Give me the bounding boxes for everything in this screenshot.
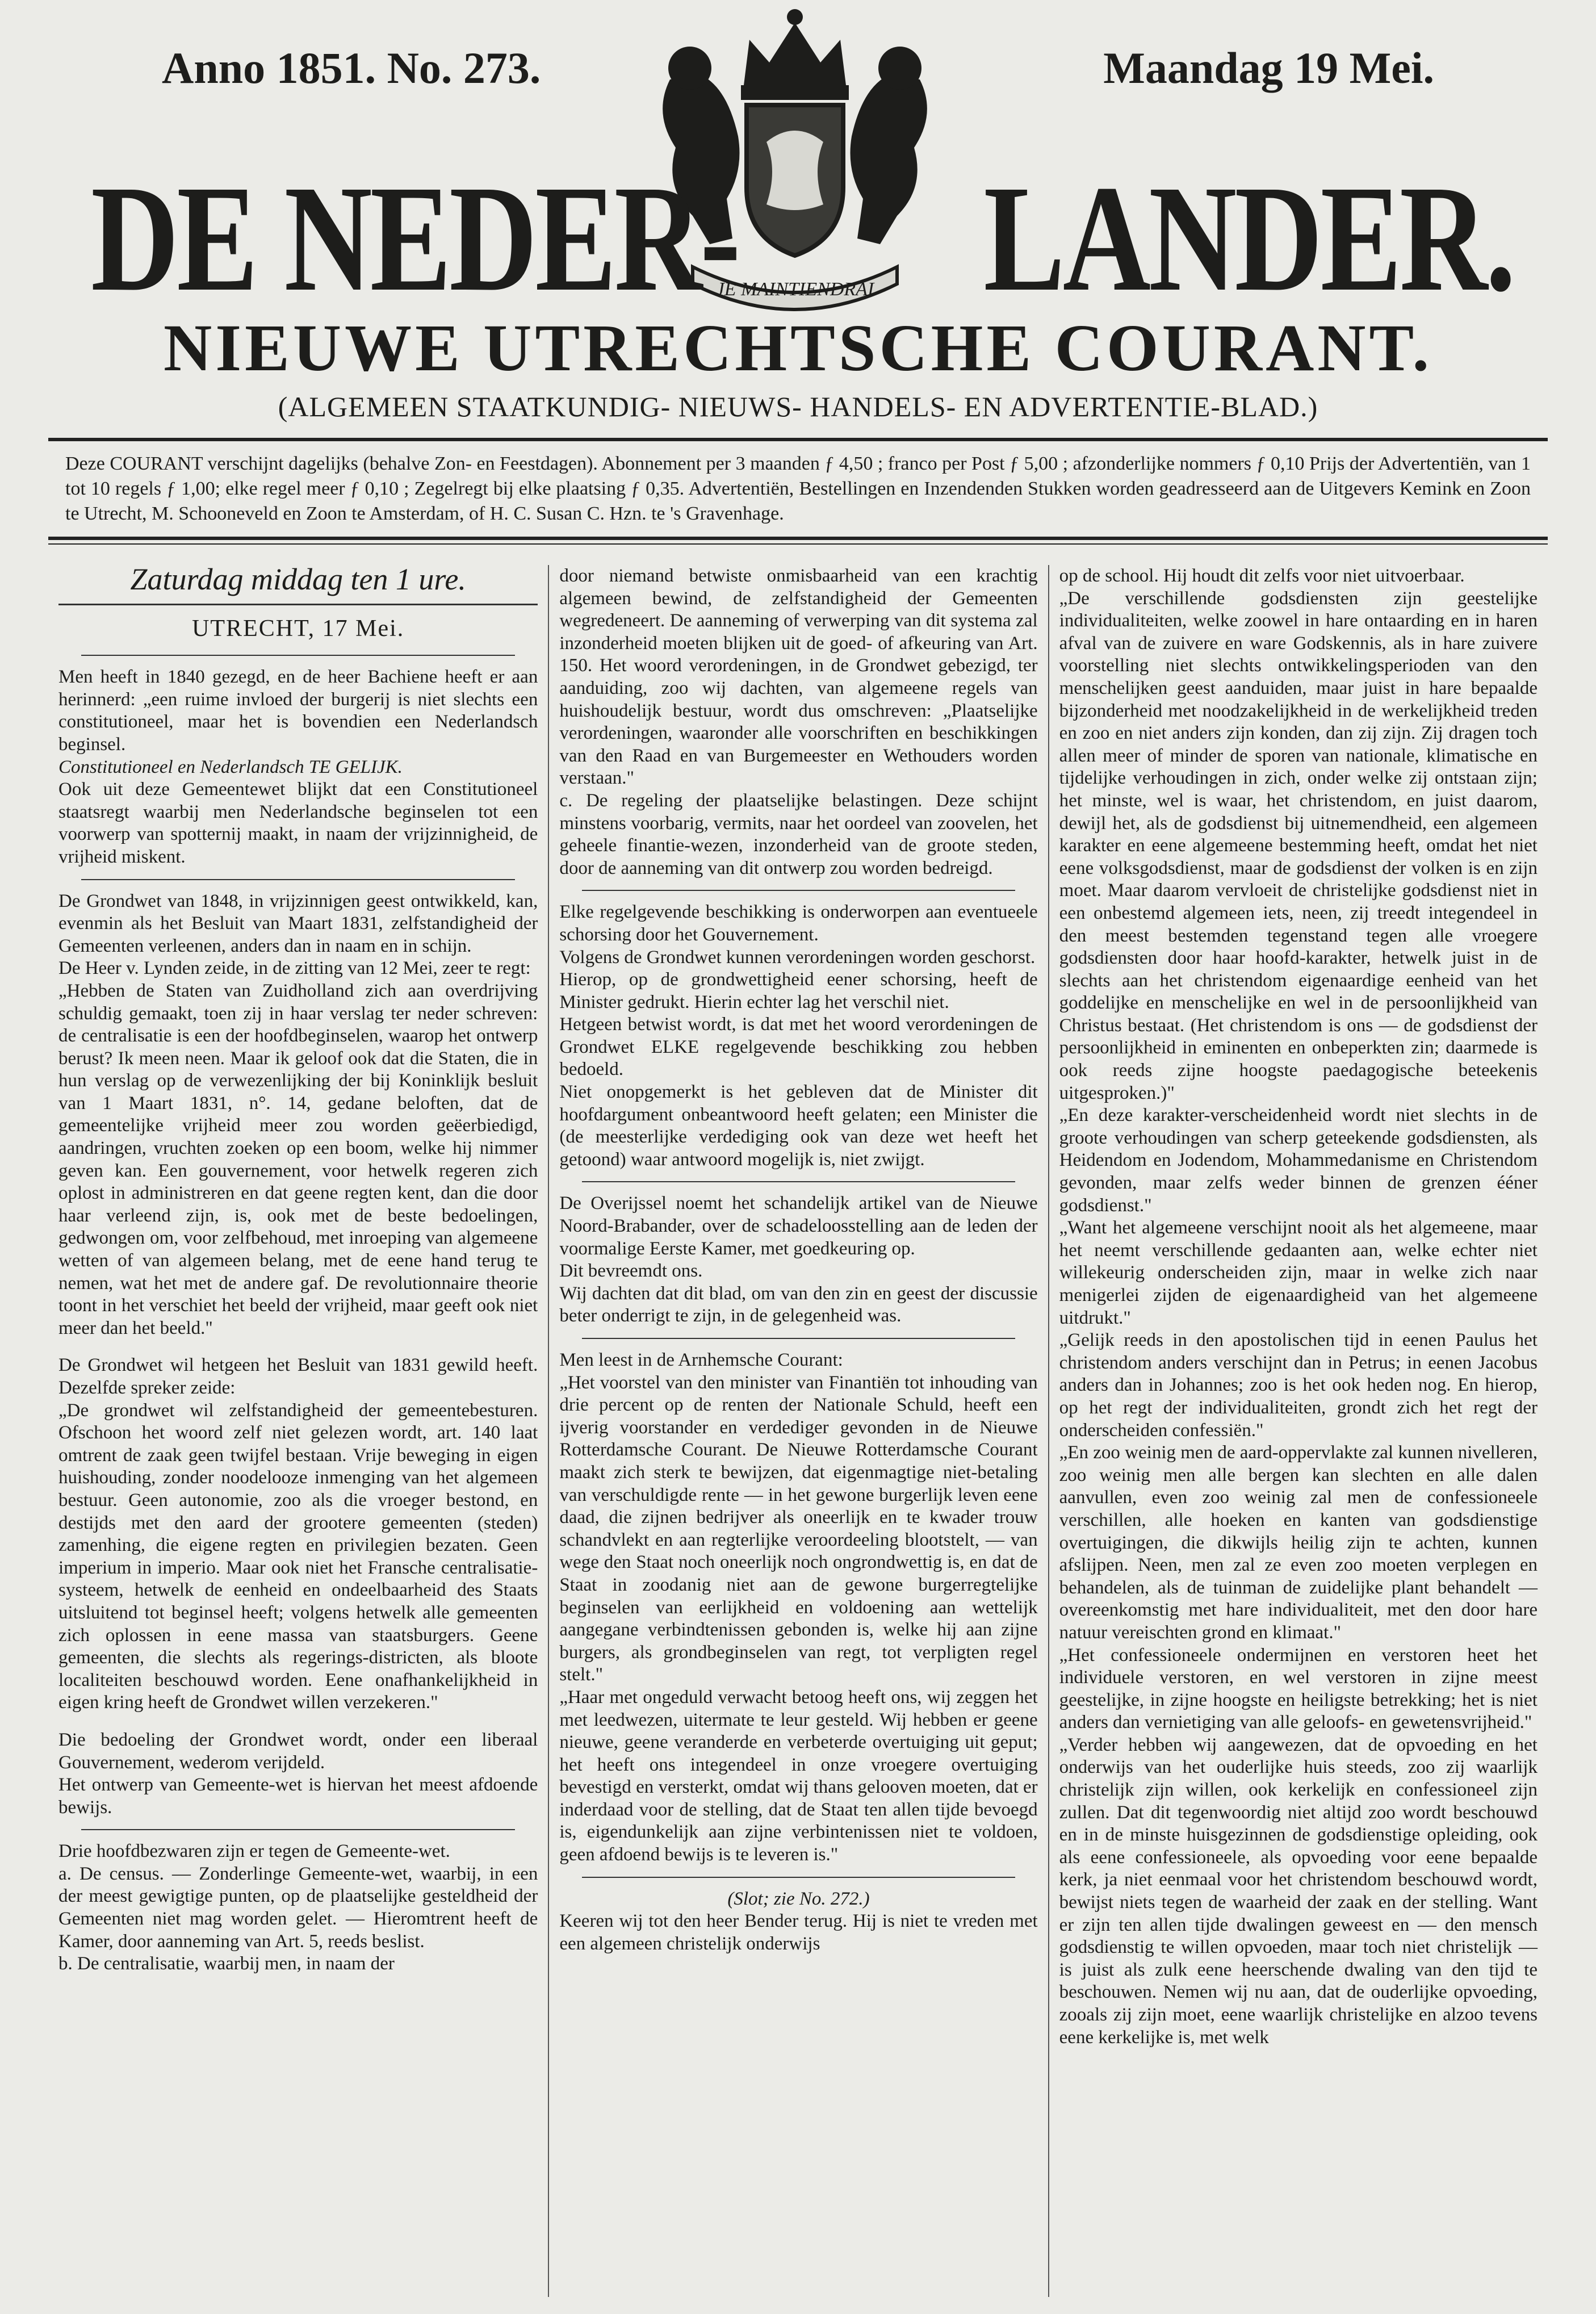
article-columns — [48, 565, 1548, 2297]
paragraph: c. De regeling der plaatselijke belastingen. Deze schijnt minstens voorbarig, vermits, naar het oordeel van zoovelen, het geheele finantie-wezen, inzonderheid van de groote steden, door de aanneming van dit ontwerp zou worden bedreigd. — [559, 790, 1038, 878]
paragraph: De Grondwet wil hetgeen het Besluit van 1831 gewild heeft. Dezelfde spreker zeide: — [58, 1355, 538, 1398]
edition-headline: Zaturdag middag ten 1 ure. — [130, 565, 466, 596]
divider — [58, 604, 538, 605]
divider — [582, 890, 1015, 891]
paragraph: De Heer v. Lynden zeide, in de zitting van 12 Mei, zeer te regt: — [58, 958, 531, 979]
issue-number: Anno 1851. No. 273. — [162, 43, 541, 93]
paragraph: b. De centralisatie, waarbij men, in naam der — [58, 1953, 395, 1974]
column-3 — [1048, 565, 1548, 2297]
paragraph: „De verschillende godsdiensten zijn geestelijke individualiteiten, welke zoowel in hare ontaarding en in haren afval van de zuivere en ware Godskennis, als in hare zuivere voorstelling niet slechts ontwikkelingsperioden van den menschelijken geest aanduiden, maar juist in hare bepaalde bijzonderheid met noodzakelijkheid in de werkelijkheid treden en zoo en niet anders zijn konden, dan zij zijn. Zij dragen toch allen meer of minder de sporen van nationale, klimatische en tijdelijke verhoudingen in zich, onder welke zij ontstaan zijn; het minste, wel is waar, het christendom, en juist daarom, dewijl het, als de godsdienst bij uitnemendheid, een algemeen karakter en eene algemeene bestemming heeft, omdat het niet eene volksgodsdienst, maar de godsdienst der volken is en zijn moet. Maar daarom vervloeit de christelijke godsdienst niet in een onbestemd algemeen iets, neen, zij treedt integendeel in den meest bestemden tegenstand tegen alle vroegere godsdiensten door haar hoofd-karakter, hetwelk juist in de slechts aan het christendom eigenaardige eenheid van het goddelijke en menschelijke en wel in de persoonlijkheid van Christus bestaat. (Het christendom is ons — de godsdienst der persoonlijkheid in eminenten en onbeperkten zin; daarmede is ook reeds zijne hoogste paedagogische beteekenis uitgesproken.)" — [1059, 588, 1538, 1103]
title-right: LANDER. — [983, 153, 1514, 323]
paragraph: Het ontwerp van Gemeente-wet is hiervan het meest afdoende bewijs. — [58, 1775, 538, 1818]
paragraph: door niemand betwiste onmisbaarheid van een krachtig algemeen bewind, de zelfstandigheid der Gemeenten wegredeneert. De aanneming of verwerping van dit systema zal inzonderheid moeten blijken uit de goed- of afkeuring van Art. 150. Het woord verordeningen, in de Grondwet gebezigd, ter aanduiding, zoo wij dachten, van algemeene regels van huishoudelijk bestuur, wordt dus omschreven: „Plaatselijke verordeningen, waaronder alle voorschriften en beschikkingen van den Raad en van Burgemeester en Wethouders worden verstaan." — [559, 566, 1038, 789]
paragraph: Men leest in de Arnhemsche Courant: — [559, 1350, 843, 1370]
divider — [582, 1338, 1015, 1339]
paragraph: „Het voorstel van den minister van Finantiën tot inhouding van drie percent op de renten der Nationale Schuld, heeft een ijverig voorstander en verdediger gevonden in de Nieuwe Rotterdamsche Courant. De Nieuwe Rotterdamsche Courant maakt zich sterk te bewijzen, dat eigenmagtige niet-betaling van verschuldigde rente — in het gewone burgerlijk leven eene daad, die zijnen bedrijver als oneerlijk en te kwader trouw schandvlekt en aan regterlijke veroordeeling blootstelt, — van wege den Staat noch oneerlijk noch ongrondwettig is, en dat de Staat in zoodanig niet aan de gewone burgerregtelijke beginselen van eerlijkheid en voldoening aan wettelijk aangegane verbindtenissen gebonden is, welke hij aan zijne burgers, als grondbeginselen van regt, tot verpligten regel stelt." — [559, 1372, 1038, 1685]
paragraph: Men heeft in 1840 gezegd, en de heer Bachiene heeft er aan herinnerd: „een ruime invloed der burgerij is niet slechts een constitutioneel, maar het is bovendien een Nederlandsch beginsel. — [58, 667, 538, 755]
paragraph: „Het confessioneele ondermijnen en verstoren heet het individuele verstoren, en wel verstoren in zijne meest geestelijke, in zijne hoogste en heiligste betrekking; het is niet anders dan vernietiging van alle geloofs- en gewetensvrijheid." — [1059, 1645, 1538, 1733]
subtitle-description: (ALGEMEEN STAATKUNDIG- NIEUWS- HANDELS- EN ADVERTENTIE-BLAD.) — [278, 391, 1318, 422]
paragraph: Elke regelgevende beschikking is onderworpen aan eventueele schorsing door het Gouvernement. — [559, 902, 1038, 945]
paragraph: „Haar met ongeduld verwacht betoog heeft ons, wij zeggen het met leedwezen, uitermate te leur gesteld. Wij hebben er geene nieuwe, geene veranderde en verbeterde overtuiging uit geput; het heeft ons integendeel in onze vroegere overtuiging bevestigd en versterkt, omdat wij thans gelooven moeten, dat er inderdaad voor de stelling, dat de Staat ten allen tijde bevoegd is, eigendunkelijk aan zijne verbintenissen niet te voldoen, geen afdoend bewijs is te leveren is." — [559, 1687, 1038, 1865]
divider — [582, 1877, 1015, 1878]
divider — [582, 1181, 1015, 1182]
paragraph: De Grondwet van 1848, in vrijzinnigen geest ontwikkeld, kan, evenmin als het Besluit van Maart 1831, zelfstandigheid der Gemeenten verleenen, anders dan in naam en in schijn. — [58, 890, 538, 956]
continuation-note: (Slot; zie No. 272.) — [727, 1888, 870, 1909]
divider — [81, 879, 515, 880]
paragraph: a. De census. — Zonderlinge Gemeente-wet, waarbij, in een der meest gewigtige punten, op de plaatselijke gesteldheid der Gemeenten niet mag worden gelet. — Hieromtrent heeft de Kamer, door aanneming van Art. 5, reeds beslist. — [58, 1863, 538, 1952]
dateline: UTRECHT, 17 Mei. — [192, 615, 405, 642]
paragraph: „Verder hebben wij aangewezen, dat de opvoeding en het onderwijs van het ouderlijke huis steeds, zoo zij waarlijk christelijk zijn willen, ook kerkelijk en confessioneel zijn zullen. Dat dit tegenwoordig niet altijd zoo wordt beschouwd en in de minste huisgezinnen de godsdienstige opleiding, ook als eene confessioneele, als opvoeding voor eene bepaalde kerk, ja niet eenmaal voor het christendom beschouwd wordt, bewijst niets tegen de waarheid der zaak en der stelling. Want er zijn ten allen tijde dwalingen geweest en — den mensch godsdienstig te willen opvoeden, maar toch niet christelijk — is juist als zulk eene heerschende dwaling van den tijd te beschouwen. Nemen wij nu aan, dat de ouderlijke opvoeding, zooals zij zijn moet, eene waarlijk christelijke en alzoo tevens eene kerkelijke is, met welk — [1059, 1734, 1538, 2048]
paragraph: Constitutioneel en Nederlandsch TE GELIJK. — [58, 756, 403, 777]
paragraph: Niet onopgemerkt is het gebleven dat de Minister dit hoofdargument onbeantwoord heeft gelaten; een Minister die (de meesterlijke verdediging ook van deze wet heeft het getoond) waar antwoord mogelijk is, niet zwijgt. — [559, 1082, 1038, 1170]
paragraph: „Want het algemeene verschijnt nooit als het algemeene, maar het neemt verschillende gedaanten aan, welke echter niet willekeurig onderscheiden zijn, maar in welke zich naar menigerlei zijden de eigenaardigheid van het algemeene uitdrukt." — [1059, 1217, 1538, 1328]
crest-motto: JE MAINTIENDRAI — [715, 279, 874, 300]
notice-rule — [48, 537, 1548, 545]
paragraph: „De grondwet wil zelfstandigheid der gemeentebesturen. Ofschoon het woord zelf niet gelezen wordt, art. 140 laat omtrent de zaak geen twijfel bestaan. Vrije beweging in eigen huishouding, zonder noodelooze inmenging van het algemeen bestuur. Geen autonomie, zoo als die vroeger bestond, en destijds met den aard der grootere gemeenten (steden) zamenhing, die eigene regten en privilegien bezaten. Geen imperium in imperio. Maar ook niet het Fransche centralisatie-systeem, hetwelk de eenheid en ondeelbaarheid des Staats uitsluitend tot beginsel heeft; volgens hetwelk alle gemeenten zich oplossen in eene massa van staatsburgers. Geene gemeenten, die slechts als regerings-districten, als bloote localiteiten beschouwd worden. Eene onafhankelijkheid in eigen kring heeft de Grondwet willen verzekeren." — [58, 1400, 538, 1713]
paragraph: De Overijssel noemt het schandelijk artikel van de Nieuwe Noord-Brabander, over de schadeloosstelling aan de leden der voormalige Eerste Kamer, met goedkeuring op. — [559, 1193, 1038, 1259]
paragraph: Wij dachten dat dit blad, om van den zin en geest der discussie beter onderrigt te zijn, in de gelegenheid was. — [559, 1283, 1038, 1327]
divider — [81, 1829, 515, 1830]
issue-date: Maandag 19 Mei. — [1103, 43, 1434, 93]
paragraph: Ook uit deze Gemeentewet blijkt dat een Constitutioneel staatsregt waarbij men Nederlandsche beginselen tot een voorwerp van spotternij maakt, in naam der vrijzinnigheid, de vrijheid miskent. — [58, 779, 538, 867]
paragraph: „Hebben de Staten van Zuidholland zich aan overdrijving schuldig gemaakt, toen zij in haar verslag ter neder schreven: de centralisatie is een der hoofdbeginselen, waarop het ontwerp berust? Ik meen neen. Maar ik geloof ook dat die Staten, die in hun verslag op de verwezenlijking der bij Koninklijk besluit van 1 Maart 1831, n°. 14, gedane beloften, dat de gemeentelijke vrijheid meer zou worden geëerbiedigd, aandringen, vruchten zoeken op een boom, welke hij nimmer geven kan. Een gouvernement, voor hetwelk regeren zich oplost in administreren en dat geene regten kent, dan die door haar verleend zijn, is, ook met de beste bedoelingen, gedwongen om, voor zelfbehoud, met inroeping van algemeene wetten of van algemeen belang, met de eene hand terug te nemen, wat het met de andere gaf. De revolutionnaire theorie toont in het verschiet het beeld der vrijheid, maar geeft ook niet meer dan het beeld." — [58, 980, 538, 1338]
paragraph: Hierop, op de grondwettigheid eener schorsing, heeft de Minister gedrukt. Hierin echter lag het verschil niet. — [559, 969, 1038, 1012]
column-1 — [48, 565, 548, 2297]
subscription-notice: Deze COURANT verschijnt dagelijks (behalve Zon- en Feestdagen). Abonnement per 3 maanden ƒ 4,50 ; franco per Post ƒ 5,00 ; afzonderlijke nommers ƒ 0,10 Prijs der Advertentiën, van 1 tot 10 regels ƒ 1,00; elke regel meer ƒ 0,10 ; Zegelregt bij elke plaatsing ƒ 0,35. Advertentiën, Bestellingen en Inzendenden Stukken worden geadresseerd aan de Uitgevers Kemink en Zoon te Utrecht, M. Schooneveld en Zoon te Amsterdam, of H. C. Susan C. Hzn. te 's Gravenhage. — [65, 453, 1531, 524]
paragraph: „En deze karakter-verscheidenheid wordt niet slechts in de groote verhoudingen van scherp geteekende godsdiensten, als Heidendom en Jodendom, Mohammedanisme en Christendom gevonden, maar zelfs weder binnen de grenzen ééner godsdienst." — [1059, 1105, 1538, 1216]
paragraph: „En zoo weinig men de aard-oppervlakte zal kunnen nivelleren, zoo weinig men alle bergen kan slechten en alle dalen aanvullen, even zoo weinig zal men de confessioneele verschillen, alle hoeken en kanten van godsdienstige overtuigingen, die dikwijls heilig zijn te achten, kunnen afslijpen. Neen, men zal ze even zoo moeten verplegen en behandelen, als de tuinman de zuidelijke plant behandelt — overeenkomstig met hare individualiteit, met den door hare natuur vereischten grond en klimaat." — [1059, 1442, 1538, 1643]
paragraph: Keeren wij tot den heer Bender terug. Hij is niet te vreden met een algemeen christelijk onderwijs — [559, 1911, 1038, 1954]
paragraph: op de school. Hij houdt dit zelfs voor niet uitvoerbaar. — [1059, 566, 1465, 586]
divider — [81, 655, 515, 656]
paragraph: Drie hoofdbezwaren zijn er tegen de Gemeente-wet. — [58, 1841, 450, 1862]
paragraph: „Gelijk reeds in den apostolischen tijd in eenen Paulus het christendom anders verschijnt dan in Petrus; in eenen Jacobus anders dan in Johannes; zoo is het ook heden nog. En hierop, op het regt der individualiteiten, grondt zich het regt der onderscheiden confessiën." — [1059, 1330, 1538, 1441]
title-left: DE NEDER- — [91, 153, 739, 323]
subtitle: NIEUWE UTRECHTSCHE COURANT. — [164, 311, 1432, 385]
paragraph: Dit bevreemdt ons. — [559, 1261, 703, 1282]
paragraph: Hetgeen betwist wordt, is dat met het woord verordeningen de Grondwet ELKE regelgevende beschikking zou hebben bedoeld. — [559, 1014, 1038, 1080]
paragraph: Volgens de Grondwet kunnen verordeningen worden geschorst. — [559, 947, 1036, 968]
paragraph: Die bedoeling der Grondwet wordt, onder een liberaal Gouvernement, wederom verijdeld. — [58, 1729, 538, 1773]
column-2 — [548, 565, 1048, 2297]
